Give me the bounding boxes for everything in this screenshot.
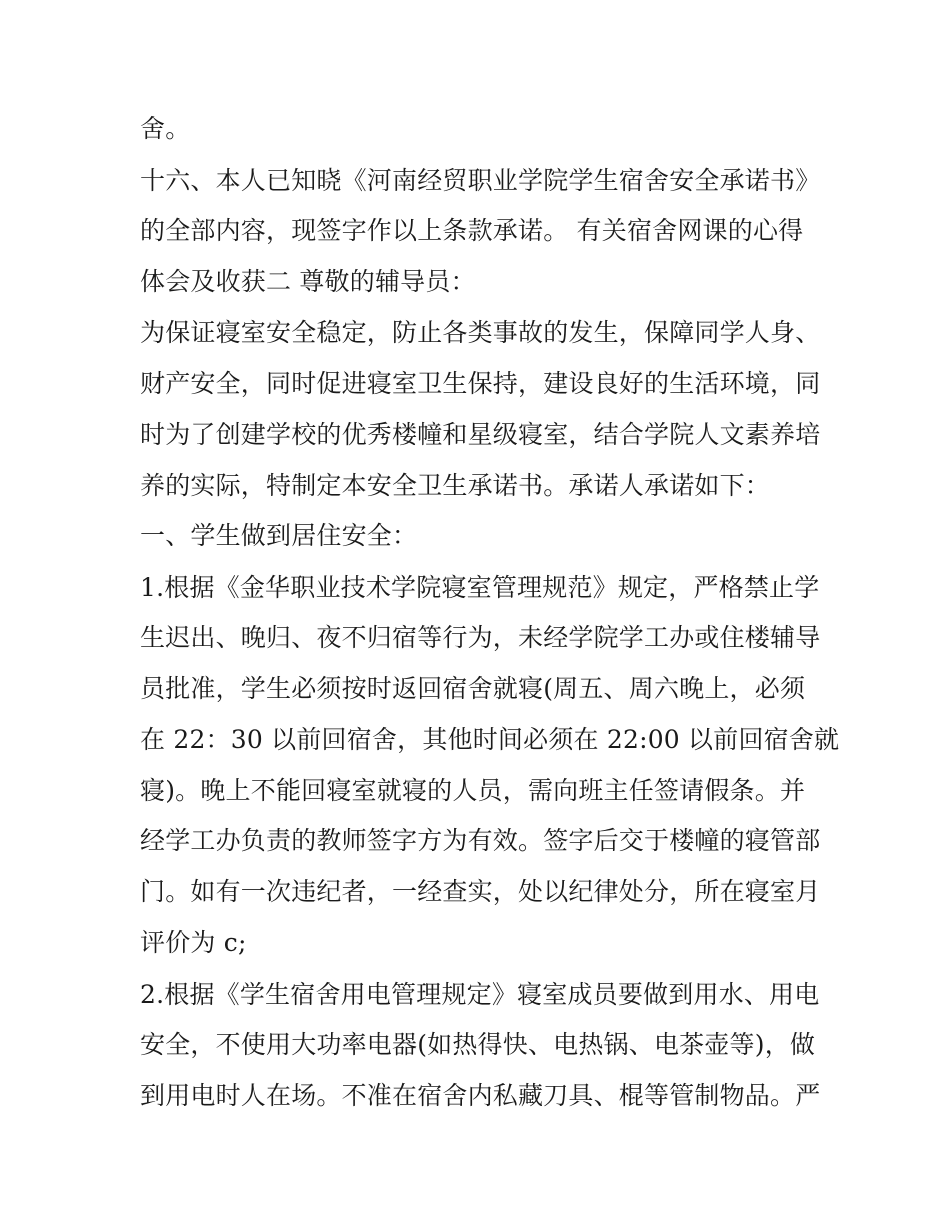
text-line: 安全，不使用大功率电器(如热得快、电热锅、电茶壶等)，做 [140, 1030, 816, 1059]
text-line: 体会及收获二 尊敬的辅导员： [140, 267, 476, 296]
text-line: 为保证寝室安全稳定，防止各类事故的发生，保障同学人身、 [140, 318, 821, 347]
text-line: 生迟出、晚归、夜不归宿等行为，未经学院学工办或住楼辅导 [140, 623, 821, 652]
text-line: 1.根据《金华职业技术学院寝室管理规范》规定，严格禁止学 [140, 573, 820, 602]
text-line: 时为了创建学校的优秀楼幢和星级寝室，结合学院人文素养培 [140, 420, 821, 449]
text-line: 舍。 [140, 114, 191, 143]
text-line: 2.根据《学生宿舍用电管理规定》寝室成员要做到用水、用电 [140, 980, 820, 1009]
text-line: 的全部内容，现签字作以上条款承诺。 有关宿舍网课的心得 [140, 216, 804, 245]
text-line: 到用电时人在场。不准在宿舍内私藏刀具、棍等管制物品。严 [140, 1081, 821, 1110]
text-line: 在 22：30 以前回宿舍，其他时间必须在 22:00 以前回宿舍就 [140, 725, 840, 754]
text-line: 一、学生做到居住安全： [140, 521, 418, 550]
text-line: 财产安全，同时促进寝室卫生保持，建设良好的生活环境，同 [140, 369, 821, 398]
text-line: 养的实际，特制定本安全卫生承诺书。承诺人承诺如下： [140, 471, 771, 500]
text-line: 十六、本人已知晓《河南经贸职业学院学生宿舍安全承诺书》 [140, 166, 821, 195]
text-line: 寝)。晚上不能回寝室就寝的人员，需向班主任签请假条。并 [140, 776, 806, 805]
text-line: 员批准，学生必须按时返回宿舍就寝(周五、周六晚上，必须 [140, 674, 806, 703]
text-line: 经学工办负责的教师签字方为有效。签字后交于楼幢的寝管部 [140, 826, 821, 855]
text-line: 门。如有一次违纪者，一经查实，处以纪律处分，所在寝室月 [140, 877, 821, 906]
text-line: 评价为 c; [140, 928, 247, 957]
